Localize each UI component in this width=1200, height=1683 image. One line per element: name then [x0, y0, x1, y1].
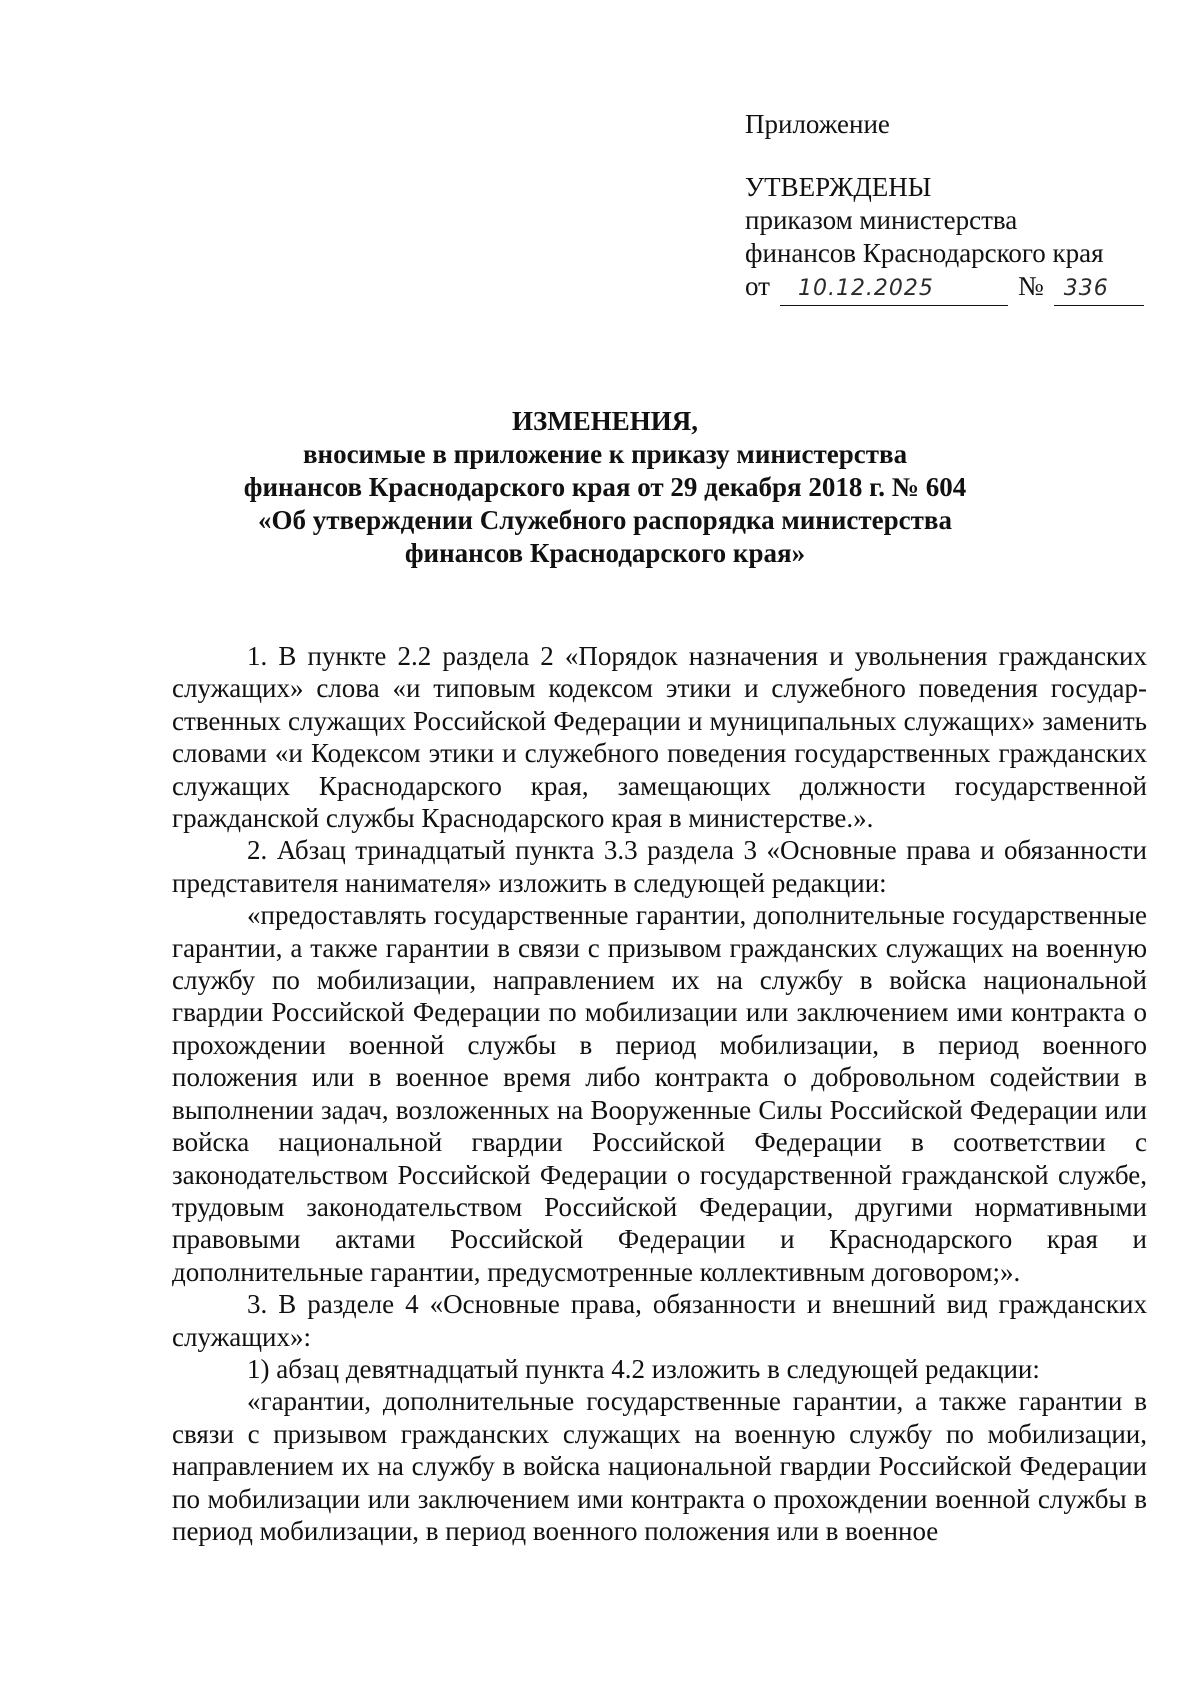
approval-block — [745, 108, 1145, 306]
order-date-number-line — [745, 270, 1145, 306]
order-date-handwritten: 10.12.2025 — [780, 272, 1008, 306]
paragraph-6: «гарантии, дополнительные государственные гарантии, а также гарантии в связи с призывом гражданских служащих на военную службу по мобилизации, направлением их на службу в войска национальной гвардии Российской Федерации по мобилизации или заключением ими контракта о прохождении военной службы в период мобилизации, в период военного положения или в военное — [172, 1386, 1147, 1546]
paragraph-3: «предоставлять государственные гарантии, дополнительные государственные гарантии, а также гарантии в связи с призывом гражданских служащих на военную службу по мобилизации, направлением их на службу в войска национальной гвардии Российской Федерации по мобилизации или заключением ими контракта о прохождении военной службы в период мобилизации, в период военного положения или в военное время либо контракта о добровольном содействии в выполнении задач, возложенных на Вооруженные Силы Российской Федерации или войска национальной гвардии Российской Федерации в соответствии с законодательством Российской Федерации о государственной гражданской службе, трудовым законодательством Российской Федерации, другими нормативными правовыми актами Российской Федерации и Краснодарского края и дополнительные гарантии, предусмотренные коллективным договором;». — [172, 900, 1147, 1287]
approved-label: УТВЕРЖДЕНЫ — [745, 172, 932, 202]
paragraph-2: 2. Абзац тринадцатый пункта 3.3 раздела 3 «Основные права и обязанности представителя нанимателя» изложить в следующей редакции: — [172, 835, 1147, 898]
paragraph-1: 1. В пункте 2.2 раздела 2 «Порядок назначения и увольнения гражданских служащих» слова «и типовым кодексом этики и служебного поведения государственных служащих Российской Федерации и муниципальных служащих» заменить словами «и Кодексом этики и служебного поведения государственных гражданских служащих Краснодарского края, замещающих должности государственной гражданской службы Краснодарского края в министерстве.». — [172, 641, 1147, 834]
paragraph-4: 3. В разделе 4 «Основные права, обязанности и внешний вид гражданских служащих»: — [172, 1289, 1147, 1352]
title-heading: ИЗМЕНЕНИЯ, — [511, 406, 698, 436]
document-title — [180, 405, 1030, 570]
approved-by-line-2: финансов Краснодарского края — [745, 238, 1104, 268]
paragraph-5: 1) абзац девятнадцатый пункта 4.2 изложить в следующей редакции: — [247, 1353, 1040, 1384]
title-line-3: «Об утверждении Служебного распорядка министерства — [258, 505, 952, 535]
number-prefix: № — [1017, 271, 1044, 301]
title-line-1: вносимые в приложение к приказу министерства — [302, 439, 908, 469]
document-body — [172, 640, 1147, 1547]
approved-by-line-1: приказом министерства — [745, 205, 1018, 235]
appendix-label: Приложение — [745, 109, 890, 139]
order-number-handwritten: 336 — [1054, 272, 1144, 306]
title-line-4: финансов Краснодарского края» — [404, 538, 806, 568]
date-prefix: от — [745, 271, 770, 301]
title-line-2: финансов Краснодарского края от 29 декабря 2018 г. № 604 — [243, 472, 967, 502]
